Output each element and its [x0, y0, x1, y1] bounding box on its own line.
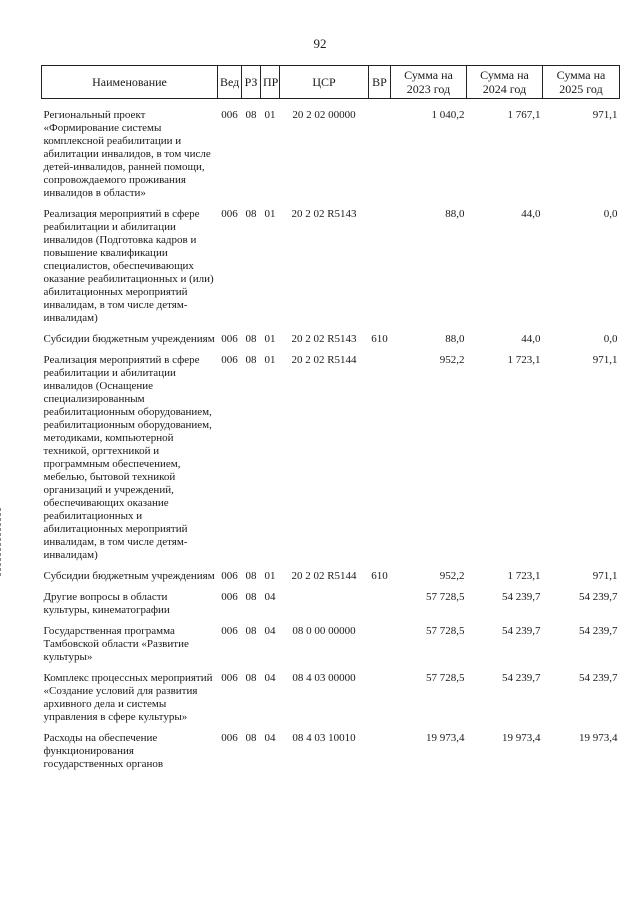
- row-ved: 006: [221, 731, 238, 744]
- row-name: Комплекс процессных мероприятий «Создание условий для развития архивного дела и системы управления в сфере культуры»: [43, 671, 213, 723]
- row-ved: 006: [221, 353, 238, 366]
- row-sum-2025: 54 239,7: [579, 624, 618, 637]
- row-ved: 006: [221, 332, 238, 345]
- table-row: [42, 208, 620, 333]
- row-sum-2024: 1 723,1: [507, 569, 541, 582]
- row-ved: 006: [221, 569, 238, 582]
- row-sum-2025: 19 973,4: [579, 731, 618, 744]
- row-name: Государственная программа Тамбовской области «Развитие культуры»: [43, 624, 189, 663]
- row-sum-2023: 57 728,5: [426, 624, 465, 637]
- row-csr: 20 2 02 R5143: [291, 332, 357, 345]
- row-sum-2025: 0,0: [603, 207, 618, 220]
- table-header-row: [42, 66, 620, 99]
- row-csr: 20 2 02 R5144: [291, 569, 357, 582]
- header-rz: РЗ: [242, 66, 261, 99]
- budget-table: [41, 65, 620, 779]
- table-row: [42, 333, 620, 354]
- row-sum-2025: 0,0: [603, 332, 618, 345]
- row-sum-2024: 54 239,7: [502, 671, 541, 684]
- header-sum-2024: Сумма на 2024 год: [467, 66, 543, 99]
- row-sum-2023: 952,2: [439, 353, 465, 366]
- row-vr: [369, 672, 391, 732]
- row-vr: [369, 354, 391, 570]
- row-sum-2025: 54 239,7: [579, 671, 618, 684]
- row-sum-2023: 57 728,5: [426, 671, 465, 684]
- row-name: Реализация мероприятий в сфере реабилитации и абилитации инвалидов (Подготовка кадров и повышение квалификации специалистов, обеспечивающих оказание реабилитационных и (или) абилитационных мероприятий инвалидам, в том числе детям-инвалидам): [43, 207, 214, 324]
- row-name: Реализация мероприятий в сфере реабилитации и абилитации инвалидов (Оснащение специализированным реабилитационным оборудованием, реабилитационным оборудованием, методиками, компьютерной техникой, оргтехникой и программным обеспечением, мебелью, бытовой техникой организаций и учреждений, обеспечивающих оказание реабилитационных и абилитационных мероприятий инвалидам, в том числе детям-инвалидам): [43, 353, 212, 561]
- row-sum-2023: 57 728,5: [426, 590, 465, 603]
- row-sum-2025: 54 239,7: [579, 590, 618, 603]
- row-sum-2024: 54 239,7: [502, 624, 541, 637]
- header-pr: ПР: [261, 66, 280, 99]
- row-sum-2024: 1 767,1: [507, 108, 541, 121]
- row-name: Расходы на обеспечение функционирования государственных органов: [43, 731, 164, 770]
- row-csr: 08 0 00 00000: [292, 624, 356, 637]
- row-sum-2024: 44,0: [521, 207, 541, 220]
- row-rz: 08: [245, 671, 257, 684]
- row-vr: [369, 591, 391, 625]
- row-sum-2024: 19 973,4: [502, 731, 541, 744]
- row-sum-2025: 971,1: [592, 353, 618, 366]
- row-pr: 04: [264, 671, 276, 684]
- header-sum-2023: Сумма на 2023 год: [391, 66, 467, 99]
- row-csr: 08 4 03 10010: [292, 731, 356, 744]
- row-vr: [369, 625, 391, 672]
- table-row: [42, 625, 620, 672]
- row-pr: 04: [264, 624, 276, 637]
- table-row: [42, 354, 620, 570]
- row-sum-2024: 54 239,7: [502, 590, 541, 603]
- row-rz: 08: [245, 108, 257, 121]
- row-name: Региональный проект «Формирование системы комплексной реабилитации и абилитации инвалидов, в том числе детей-инвалидов, ранней помощи, сопровождаемого проживания инвалидов в области»: [43, 108, 211, 199]
- row-ved: 006: [221, 207, 238, 220]
- row-vr: 610: [371, 332, 388, 345]
- page-number: 92: [313, 36, 327, 51]
- header-name: Наименование: [42, 66, 218, 99]
- row-ved: 006: [221, 590, 238, 603]
- row-pr: 04: [264, 590, 276, 603]
- row-pr: 01: [264, 207, 276, 220]
- table-row: [42, 672, 620, 732]
- row-csr: 20 2 02 R5144: [291, 353, 357, 366]
- table-row: [42, 591, 620, 625]
- row-vr: 610: [371, 569, 388, 582]
- row-name: Субсидии бюджетным учреждениям: [43, 569, 215, 582]
- row-pr: 01: [264, 332, 276, 345]
- header-csr: ЦСР: [280, 66, 369, 99]
- row-sum-2025: 971,1: [592, 569, 618, 582]
- row-vr: [369, 109, 391, 208]
- header-sum-2025: Сумма на 2025 год: [543, 66, 620, 99]
- row-rz: 08: [245, 731, 257, 744]
- row-name: Другие вопросы в области культуры, кинематографии: [43, 590, 170, 616]
- row-sum-2023: 88,0: [445, 332, 465, 345]
- row-sum-2025: 971,1: [592, 108, 618, 121]
- row-sum-2024: 1 723,1: [507, 353, 541, 366]
- row-csr: 20 2 02 R5143: [291, 207, 357, 220]
- table-row: [42, 570, 620, 591]
- row-csr: [280, 591, 369, 625]
- row-vr: [369, 732, 391, 779]
- row-pr: 01: [264, 353, 276, 366]
- row-rz: 08: [245, 590, 257, 603]
- row-csr: 08 4 03 00000: [292, 671, 356, 684]
- row-name: Субсидии бюджетным учреждениям: [43, 332, 215, 345]
- row-rz: 08: [245, 207, 257, 220]
- row-csr: 20 2 02 00000: [292, 108, 356, 121]
- row-sum-2023: 1 040,2: [431, 108, 465, 121]
- row-rz: 08: [245, 332, 257, 345]
- row-sum-2023: 19 973,4: [426, 731, 465, 744]
- row-sum-2023: 88,0: [445, 207, 465, 220]
- row-rz: 08: [245, 569, 257, 582]
- row-rz: 08: [245, 624, 257, 637]
- row-ved: 006: [221, 671, 238, 684]
- margin-mark: [0, 508, 3, 576]
- row-pr: 04: [264, 731, 276, 744]
- row-pr: 01: [264, 569, 276, 582]
- table-row: [42, 109, 620, 208]
- row-sum-2024: 44,0: [521, 332, 541, 345]
- row-vr: [369, 208, 391, 333]
- table-row: [42, 732, 620, 779]
- header-ved: Вед: [218, 66, 242, 99]
- row-rz: 08: [245, 353, 257, 366]
- row-ved: 006: [221, 108, 238, 121]
- header-vr: ВР: [369, 66, 391, 99]
- row-pr: 01: [264, 108, 276, 121]
- row-ved: 006: [221, 624, 238, 637]
- row-sum-2023: 952,2: [439, 569, 465, 582]
